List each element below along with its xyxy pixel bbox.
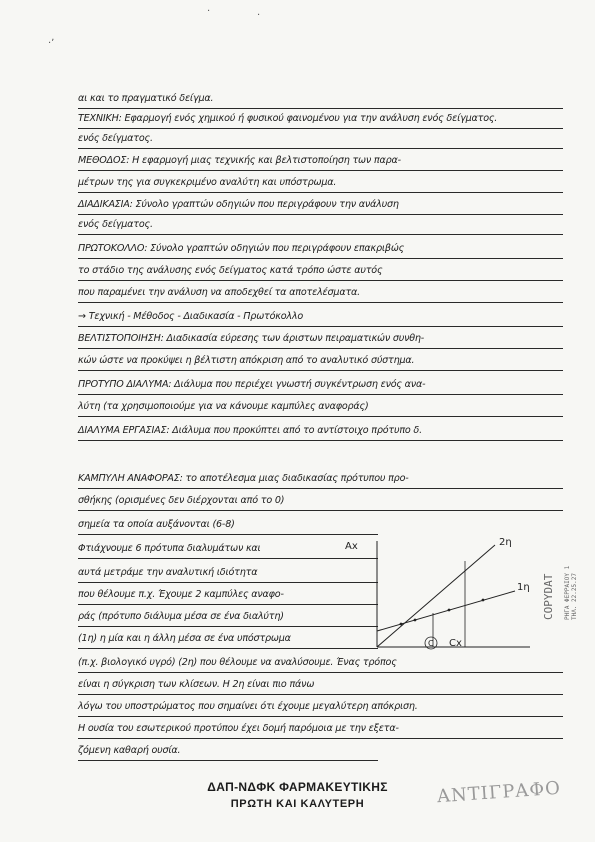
curve-2-label: 2η xyxy=(499,537,512,548)
data-point xyxy=(400,623,403,626)
data-point xyxy=(448,609,451,612)
x-axis-label: Cx xyxy=(449,638,462,649)
note-line: ΤΕΧΝΙΚΗ: Εφαρμογή ενός χημικού ή φυσικού φαινομένου για την ανάλυση ενός δείγματος. xyxy=(78,110,563,129)
copyshop-stamp xyxy=(542,540,588,640)
scan-speck: ·ʼ xyxy=(48,38,55,49)
stamp-address xyxy=(564,566,578,620)
note-line: ΚΑΜΠΥΛΗ ΑΝΑΦΟΡΑΣ: το αποτέλεσμα μιας διαδικασίας πρότυπου προ- xyxy=(78,470,563,489)
data-point xyxy=(482,599,485,602)
y-axis-label: Αx xyxy=(345,541,358,552)
calibration-curve-sketch xyxy=(345,535,535,655)
footer-subtitle: ΠΡΩΤΗ ΚΑΙ ΚΑΛΥΤΕΡΗ xyxy=(230,798,365,810)
note-line: (1η) η μία και η άλλη μέσα σε ένα υπόστρωμα xyxy=(78,630,378,649)
note-line: αι και το πραγματικό δείγμα. xyxy=(78,90,563,109)
stamp-name: COPYDAT xyxy=(542,573,555,620)
stamp-street: ΡΗΓΑ ΦΕΡΡΑΙΟΥ 1 xyxy=(564,565,571,620)
footer-title: ΔΑΠ-ΝΔΦΚ ΦΑΡΜΑΚΕΥΤΙΚΗΣ xyxy=(207,780,388,794)
note-line: κών ώστε να προκύψει η βέλτιστη απόκριση από το αναλυτικό σύστημα. xyxy=(78,352,563,371)
curve-1 xyxy=(377,591,515,631)
curve-2 xyxy=(377,545,495,647)
note-line: ΔΙΑΔΙΚΑΣΙΑ: Σύνολο γραπτών οδηγιών που περιγράφουν την ανάλυση xyxy=(78,196,563,215)
scan-speck: · xyxy=(207,6,211,17)
stamp-phone: ΤΗΛ. 22.25.27 xyxy=(571,573,578,620)
note-line: λόγω του υποστρώματος που σημαίνει ότι έχουμε μεγαλύτερη απόκριση. xyxy=(78,698,563,717)
note-line: (π.χ. βιολογικό υγρό) (2η) που θέλουμε να αναλύσουμε. Ένας τρόπος xyxy=(78,654,563,673)
note-line: μέτρων της για συγκεκριμένο αναλύτη και υπόστρωμα. xyxy=(78,174,563,193)
note-line: αυτά μετράμε την αναλυτική ιδιότητα xyxy=(78,564,378,583)
note-line: που παραμένει την ανάλυση να αποδεχθεί τα αποτελέσματα. xyxy=(78,284,563,303)
note-line: ενός δείγματος. xyxy=(78,130,563,149)
note-line: σθήκης (ορισμένες δεν διέρχονται από το 0) xyxy=(78,492,563,511)
note-line: ΠΡΟΤΥΠΟ ΔΙΑΛΥΜΑ: Διάλυμα που περιέχει γνωστή συγκέντρωση ενός ανα- xyxy=(78,376,563,395)
note-line: σημεία τα οποία αυξάνονται (6-8) xyxy=(78,516,378,535)
note-line: που θέλουμε π.χ. Έχουμε 2 καμπύλες αναφο- xyxy=(78,586,378,605)
note-line: Η ουσία του εσωτερικού προτύπου έχει δομή παρόμοια με την εξετα- xyxy=(78,720,563,739)
note-line: ράς (πρότυπο διάλυμα μέσα σε ένα διαλύτη) xyxy=(78,608,378,627)
note-line: ΒΕΛΤΙΣΤΟΠΟΙΗΣΗ: Διαδικασία εύρεσης των άριστων πειραματικών συνθη- xyxy=(78,330,563,349)
curve-1-label: 1η xyxy=(517,582,530,593)
note-line: ζόμενη καθαρή ουσία. xyxy=(78,742,378,761)
note-line: το στάδιο της ανάλυσης ενός δείγματος κατά τρόπο ώστε αυτός xyxy=(78,262,563,281)
note-line: είναι η σύγκριση των κλίσεων. Η 2η είναι πιο πάνω xyxy=(78,676,563,695)
note-line: ΔΙΑΛΥΜΑ ΕΡΓΑΣΙΑΣ: Διάλυμα που προκύπτει από το αντίστοιχο πρότυπο δ. xyxy=(78,422,563,441)
note-line: ΠΡΩΤΟΚΟΛΛΟ: Σύνολο γραπτών οδηγιών που περιγράφουν επακριβώς xyxy=(78,240,563,259)
note-line: λύτη (τα χρησιμοποιούμε για να κάνουμε καμπύλες αναφοράς) xyxy=(78,398,563,417)
scan-speck: · xyxy=(257,10,261,21)
point-label: C xyxy=(428,639,434,648)
copy-watermark: ΑΝΤΙΓΡΑΦΟ xyxy=(436,777,562,808)
note-line: → Τεχνική - Μέθοδος - Διαδικασία - Πρωτόκολλο xyxy=(78,308,563,327)
data-point xyxy=(414,619,417,622)
note-line: Φτιάχνουμε 6 πρότυπα διαλυμάτων και xyxy=(78,540,378,559)
note-line: ενός δείγματος. xyxy=(78,216,563,235)
note-line: ΜΕΘΟΔΟΣ: Η εφαρμογή μιας τεχνικής και βελτιστοποίηση των παρα- xyxy=(78,152,563,171)
